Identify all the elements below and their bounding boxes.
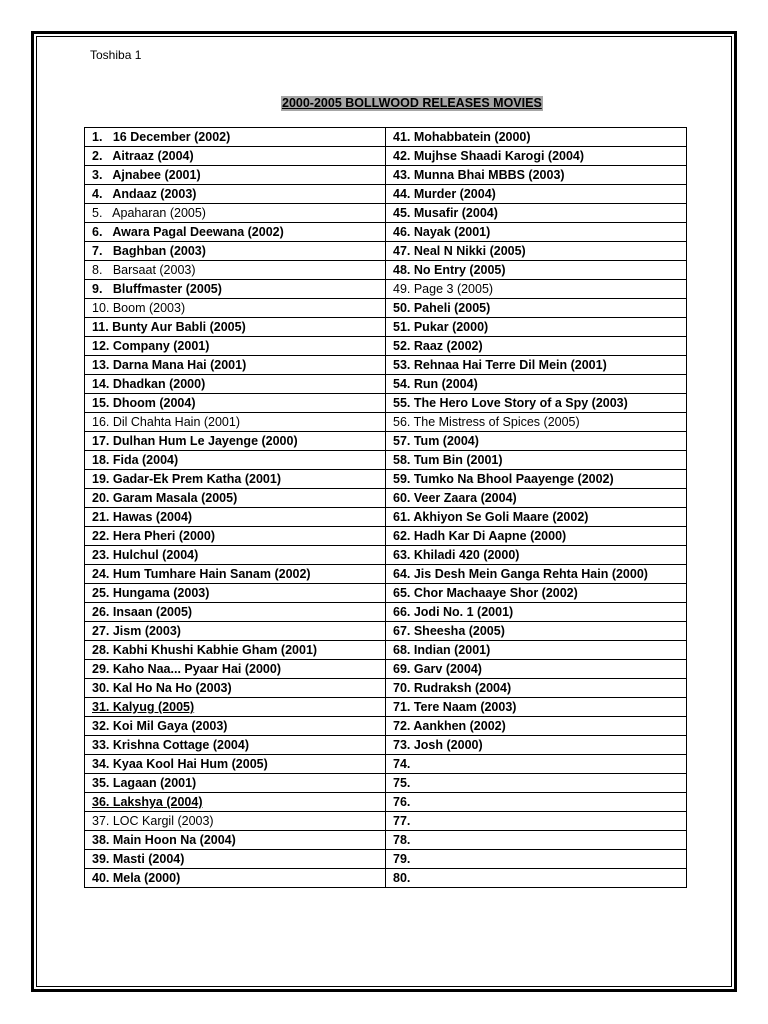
movie-cell: 14. Dhadkan (2000) bbox=[85, 375, 386, 394]
movie-cell: 7. Baghban (2003) bbox=[85, 242, 386, 261]
page-title: 2000-2005 BOLLWOOD RELEASES MOVIES bbox=[282, 96, 542, 110]
movie-cell: 75. bbox=[386, 774, 687, 793]
movie-cell: 71. Tere Naam (2003) bbox=[386, 698, 687, 717]
movie-cell: 72. Aankhen (2002) bbox=[386, 717, 687, 736]
movie-cell: 5. Apaharan (2005) bbox=[85, 204, 386, 223]
movie-cell: 15. Dhoom (2004) bbox=[85, 394, 386, 413]
table-row bbox=[85, 318, 687, 337]
table-row bbox=[85, 356, 687, 375]
movie-cell: 28. Kabhi Khushi Kabhie Gham (2001) bbox=[85, 641, 386, 660]
movie-cell: 19. Gadar-Ek Prem Katha (2001) bbox=[85, 470, 386, 489]
movie-cell: 38. Main Hoon Na (2004) bbox=[85, 831, 386, 850]
movie-cell: 25. Hungama (2003) bbox=[85, 584, 386, 603]
table-row bbox=[85, 831, 687, 850]
table-row bbox=[85, 774, 687, 793]
movie-cell: 67. Sheesha (2005) bbox=[386, 622, 687, 641]
movie-cell: 43. Munna Bhai MBBS (2003) bbox=[386, 166, 687, 185]
movie-cell: 23. Hulchul (2004) bbox=[85, 546, 386, 565]
movie-cell: 8. Barsaat (2003) bbox=[85, 261, 386, 280]
table-row bbox=[85, 717, 687, 736]
movie-cell: 57. Tum (2004) bbox=[386, 432, 687, 451]
movie-cell: 10. Boom (2003) bbox=[85, 299, 386, 318]
document-label: Toshiba 1 bbox=[90, 48, 142, 62]
movie-cell: 20. Garam Masala (2005) bbox=[85, 489, 386, 508]
movie-cell: 22. Hera Pheri (2000) bbox=[85, 527, 386, 546]
movie-cell: 69. Garv (2004) bbox=[386, 660, 687, 679]
movie-cell: 34. Kyaa Kool Hai Hum (2005) bbox=[85, 755, 386, 774]
movie-cell: 24. Hum Tumhare Hain Sanam (2002) bbox=[85, 565, 386, 584]
table-row bbox=[85, 793, 687, 812]
movie-cell: 6. Awara Pagal Deewana (2002) bbox=[85, 223, 386, 242]
table-row bbox=[85, 299, 687, 318]
table-row bbox=[85, 451, 687, 470]
movie-cell: 68. Indian (2001) bbox=[386, 641, 687, 660]
movie-cell: 48. No Entry (2005) bbox=[386, 261, 687, 280]
movie-cell: 58. Tum Bin (2001) bbox=[386, 451, 687, 470]
movie-cell: 70. Rudraksh (2004) bbox=[386, 679, 687, 698]
movie-cell: 53. Rehnaa Hai Terre Dil Mein (2001) bbox=[386, 356, 687, 375]
table-row bbox=[85, 394, 687, 413]
movie-cell: 18. Fida (2004) bbox=[85, 451, 386, 470]
movie-cell: 62. Hadh Kar Di Aapne (2000) bbox=[386, 527, 687, 546]
table-row bbox=[85, 698, 687, 717]
table-row bbox=[85, 261, 687, 280]
movie-cell: 33. Krishna Cottage (2004) bbox=[85, 736, 386, 755]
table-row bbox=[85, 242, 687, 261]
movies-table-body bbox=[85, 128, 687, 888]
movie-cell: 59. Tumko Na Bhool Paayenge (2002) bbox=[386, 470, 687, 489]
table-row bbox=[85, 128, 687, 147]
table-row bbox=[85, 736, 687, 755]
table-row bbox=[85, 413, 687, 432]
table-row bbox=[85, 660, 687, 679]
table-row bbox=[85, 584, 687, 603]
table-row bbox=[85, 280, 687, 299]
movie-cell: 61. Akhiyon Se Goli Maare (2002) bbox=[386, 508, 687, 527]
movie-cell: 40. Mela (2000) bbox=[85, 869, 386, 888]
movie-cell: 79. bbox=[386, 850, 687, 869]
table-row bbox=[85, 185, 687, 204]
table-row bbox=[85, 470, 687, 489]
movie-cell: 56. The Mistress of Spices (2005) bbox=[386, 413, 687, 432]
table-row bbox=[85, 204, 687, 223]
movie-cell: 1. 16 December (2002) bbox=[85, 128, 386, 147]
table-row bbox=[85, 546, 687, 565]
table-row bbox=[85, 527, 687, 546]
table-row bbox=[85, 755, 687, 774]
movie-cell: 42. Mujhse Shaadi Karogi (2004) bbox=[386, 147, 687, 166]
table-row bbox=[85, 622, 687, 641]
table-row bbox=[85, 432, 687, 451]
movie-cell: 46. Nayak (2001) bbox=[386, 223, 687, 242]
table-row bbox=[85, 223, 687, 242]
movie-cell: 65. Chor Machaaye Shor (2002) bbox=[386, 584, 687, 603]
movie-cell: 32. Koi Mil Gaya (2003) bbox=[85, 717, 386, 736]
table-row bbox=[85, 812, 687, 831]
movie-cell: 11. Bunty Aur Babli (2005) bbox=[85, 318, 386, 337]
movie-cell: 45. Musafir (2004) bbox=[386, 204, 687, 223]
movie-cell: 74. bbox=[386, 755, 687, 774]
table-row bbox=[85, 489, 687, 508]
movie-cell: 29. Kaho Naa... Pyaar Hai (2000) bbox=[85, 660, 386, 679]
table-row bbox=[85, 603, 687, 622]
movie-cell: 30. Kal Ho Na Ho (2003) bbox=[85, 679, 386, 698]
movie-cell: 2. Aitraaz (2004) bbox=[85, 147, 386, 166]
table-row bbox=[85, 166, 687, 185]
movie-cell: 37. LOC Kargil (2003) bbox=[85, 812, 386, 831]
movie-cell: 80. bbox=[386, 869, 687, 888]
movie-cell: 3. Ajnabee (2001) bbox=[85, 166, 386, 185]
movie-cell: 52. Raaz (2002) bbox=[386, 337, 687, 356]
movie-cell: 36. Lakshya (2004) bbox=[85, 793, 386, 812]
movie-cell: 17. Dulhan Hum Le Jayenge (2000) bbox=[85, 432, 386, 451]
table-row bbox=[85, 147, 687, 166]
movie-cell: 50. Paheli (2005) bbox=[386, 299, 687, 318]
movie-cell: 35. Lagaan (2001) bbox=[85, 774, 386, 793]
movie-cell: 44. Murder (2004) bbox=[386, 185, 687, 204]
table-row bbox=[85, 869, 687, 888]
movie-cell: 47. Neal N Nikki (2005) bbox=[386, 242, 687, 261]
movie-cell: 63. Khiladi 420 (2000) bbox=[386, 546, 687, 565]
table-row bbox=[85, 565, 687, 584]
movie-cell: 39. Masti (2004) bbox=[85, 850, 386, 869]
movie-cell: 60. Veer Zaara (2004) bbox=[386, 489, 687, 508]
table-row bbox=[85, 508, 687, 527]
movie-cell: 26. Insaan (2005) bbox=[85, 603, 386, 622]
movie-cell: 64. Jis Desh Mein Ganga Rehta Hain (2000) bbox=[386, 565, 687, 584]
table-row bbox=[85, 679, 687, 698]
table-row bbox=[85, 850, 687, 869]
movie-cell: 21. Hawas (2004) bbox=[85, 508, 386, 527]
movie-cell: 16. Dil Chahta Hain (2001) bbox=[85, 413, 386, 432]
table-row bbox=[85, 337, 687, 356]
movie-cell: 51. Pukar (2000) bbox=[386, 318, 687, 337]
movie-cell: 13. Darna Mana Hai (2001) bbox=[85, 356, 386, 375]
movie-cell: 49. Page 3 (2005) bbox=[386, 280, 687, 299]
movie-cell: 4. Andaaz (2003) bbox=[85, 185, 386, 204]
movie-cell: 78. bbox=[386, 831, 687, 850]
movie-cell: 66. Jodi No. 1 (2001) bbox=[386, 603, 687, 622]
movie-cell: 77. bbox=[386, 812, 687, 831]
movies-table bbox=[84, 127, 687, 888]
movie-cell: 73. Josh (2000) bbox=[386, 736, 687, 755]
movie-cell: 76. bbox=[386, 793, 687, 812]
movie-cell: 54. Run (2004) bbox=[386, 375, 687, 394]
table-row bbox=[85, 641, 687, 660]
movie-cell: 41. Mohabbatein (2000) bbox=[386, 128, 687, 147]
movie-cell: 9. Bluffmaster (2005) bbox=[85, 280, 386, 299]
movie-cell: 55. The Hero Love Story of a Spy (2003) bbox=[386, 394, 687, 413]
movie-cell: 27. Jism (2003) bbox=[85, 622, 386, 641]
table-row bbox=[85, 375, 687, 394]
movie-cell: 12. Company (2001) bbox=[85, 337, 386, 356]
movie-cell: 31. Kalyug (2005) bbox=[85, 698, 386, 717]
